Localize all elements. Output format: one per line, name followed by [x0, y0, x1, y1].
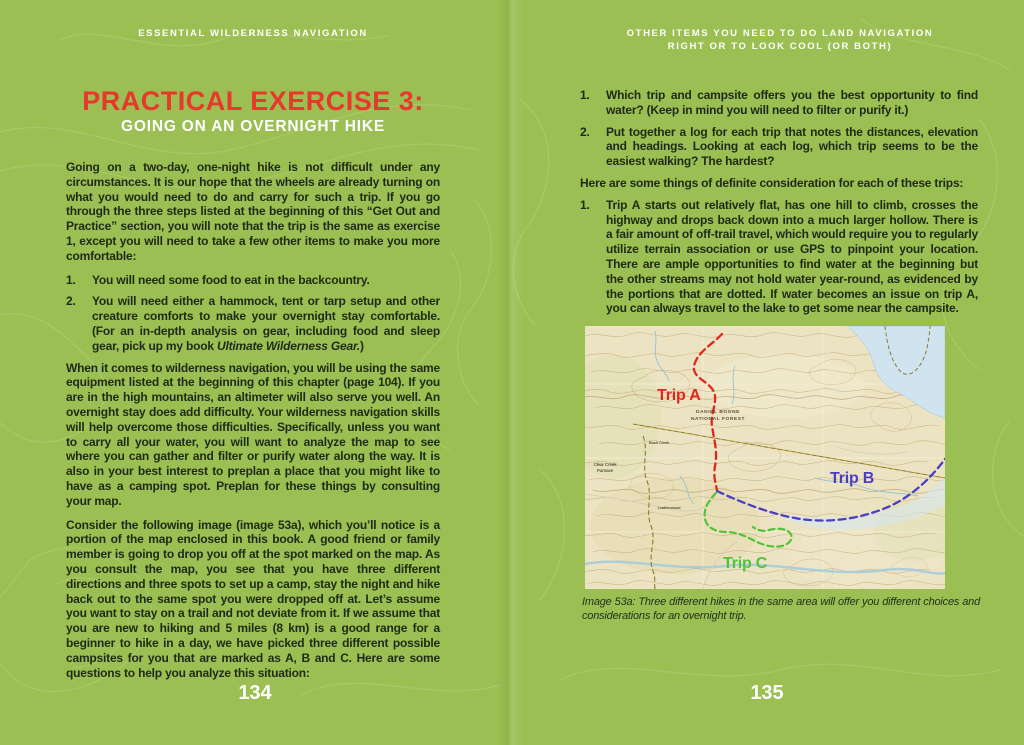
item-number: 1. [580, 197, 590, 212]
trip-b-label: Trip B [830, 470, 875, 488]
item-text: Which trip and campsite offers you the best opportunity to find water? (Keep in mind you will need to filter or purify it.) [606, 88, 978, 117]
exercise-subtitle: GOING ON AN OVERNIGHT HIKE [121, 118, 385, 135]
forest-label-line1: DANIEL BOONE [696, 410, 740, 416]
item-number: 1. [580, 88, 590, 102]
page-number-left: 134 [238, 682, 272, 704]
item-number: 2. [580, 124, 590, 139]
supply-list-item-2 [66, 294, 440, 353]
clear-creek-label-line2: Furnace [596, 468, 614, 474]
bush-creek-label: Bush Creek [648, 440, 670, 446]
trip-a-consideration [580, 198, 978, 316]
item-text: Trip A starts out relatively flat, has one hill to climb, crosses the highway and drops back down into a much larger hollow. There is a fair amount of off-trail travel, which would require you to regularly utilize terrain association or use GPS to pinpoint your location. There are ample opportunities to find water at the beginning but the other streams may not hold water year-round, as evidenced by the portions that are dotted. If water becomes an issue on trip A, you can always travel to the lake to get some near the campsite. [606, 197, 978, 316]
page-number-right: 135 [750, 682, 784, 704]
right-header-line1: OTHER ITEMS YOU NEED TO DO LAND NAVIGATION [626, 28, 934, 39]
item-text [92, 294, 440, 353]
book-title-italic: Ultimate Wilderness Gear. [216, 338, 360, 353]
right-running-header [580, 27, 980, 53]
leatherwood-label: Leatherwood [657, 505, 681, 511]
trip-a-label: Trip A [657, 387, 701, 405]
item-text: You will need some food to eat in the backcountry. [92, 272, 370, 287]
considerations-lead: Here are some things of definite consideration for each of these trips: [580, 175, 964, 190]
topo-map [585, 326, 945, 589]
item-text-start: You will need either a hammock, tent or tarp setup and other creature comforts to make your overnight stay comfortable. (For an in-depth analysis on gear, including food and sleep gear, pick up my book [92, 294, 440, 353]
question-item-2 [580, 125, 978, 169]
consider-map-paragraph: Consider the following image (image 53a), which you’ll notice is a portion of the map enclosed in this book. A good friend or family member is going to drop you off at the spot marked on the map. As you consult the map, you see that you have three different directions and three spots to set up a camp, stay the night and hike back out to the same spot you were dropped off at. Let’s assume you want to stay on a trail and not deviate from it. If we assume that you are new to hiking and 5 miles (8 km) is a good range for a beginner to hike in a day, we have picked three different possible campsites for you that are marked as A, B and C. Here are some questions to help you analyze this situation: [66, 517, 440, 680]
item-text-end: ) [359, 338, 364, 353]
item-number: 1. [66, 272, 76, 287]
trip-c-label: Trip C [723, 555, 768, 573]
exercise-title: PRACTICAL EXERCISE 3: [82, 86, 424, 116]
map-caption: Image 53a: Three different hikes in the same area will offer you different choices and considerations for an overnight trip. [582, 596, 980, 622]
item-text: Put together a log for each trip that notes the distances, elevation and headings. Looking at each log, which trip seems to be the easiest walking? The hardest? [606, 124, 978, 169]
topo-map-figure [582, 326, 980, 623]
left-page-body [66, 160, 440, 689]
forest-label-line2: NATIONAL FOREST [690, 417, 746, 423]
right-header-line2: RIGHT OR TO LOOK COOL (OR BOTH) [667, 41, 893, 52]
supply-list-item-1 [66, 273, 440, 288]
item-number: 2. [66, 294, 76, 309]
equipment-paragraph: When it comes to wilderness navigation, you will be using the same equipment listed at the beginning of this chapter (page 104). If you are in the high mountains, an altimeter will also serve you well. An overnight stay does add difficulty. Your wilderness navigation skills will help overcome those difficulties. Specifically, unless you want to carry all your water, you will want to analyze the map to see where you can gather and filter or purify water along the way. It is also in your best interest to preplan a place that you might like to have as a camping spot. Preplan for these things by consulting your map. [66, 360, 440, 508]
clear-creek-label-line1: Clear Creek [593, 462, 617, 468]
left-running-header: ESSENTIAL WILDERNESS NAVIGATION [138, 28, 368, 39]
page-gutter-shadow [496, 0, 524, 745]
question-item-1 [580, 88, 978, 118]
right-page-body [580, 88, 978, 623]
intro-paragraph: Going on a two-day, one-night hike is not difficult under any circumstances. It is our hope that the wheels are already turning on what you would need to do and carry for such a trip. If you go through the three steps listed at the beginning of this “Get Out and Practice” section, you will note that the trip is the same as exercise 1, except you will need to take a few other items to make you more comfortable: [66, 160, 440, 263]
